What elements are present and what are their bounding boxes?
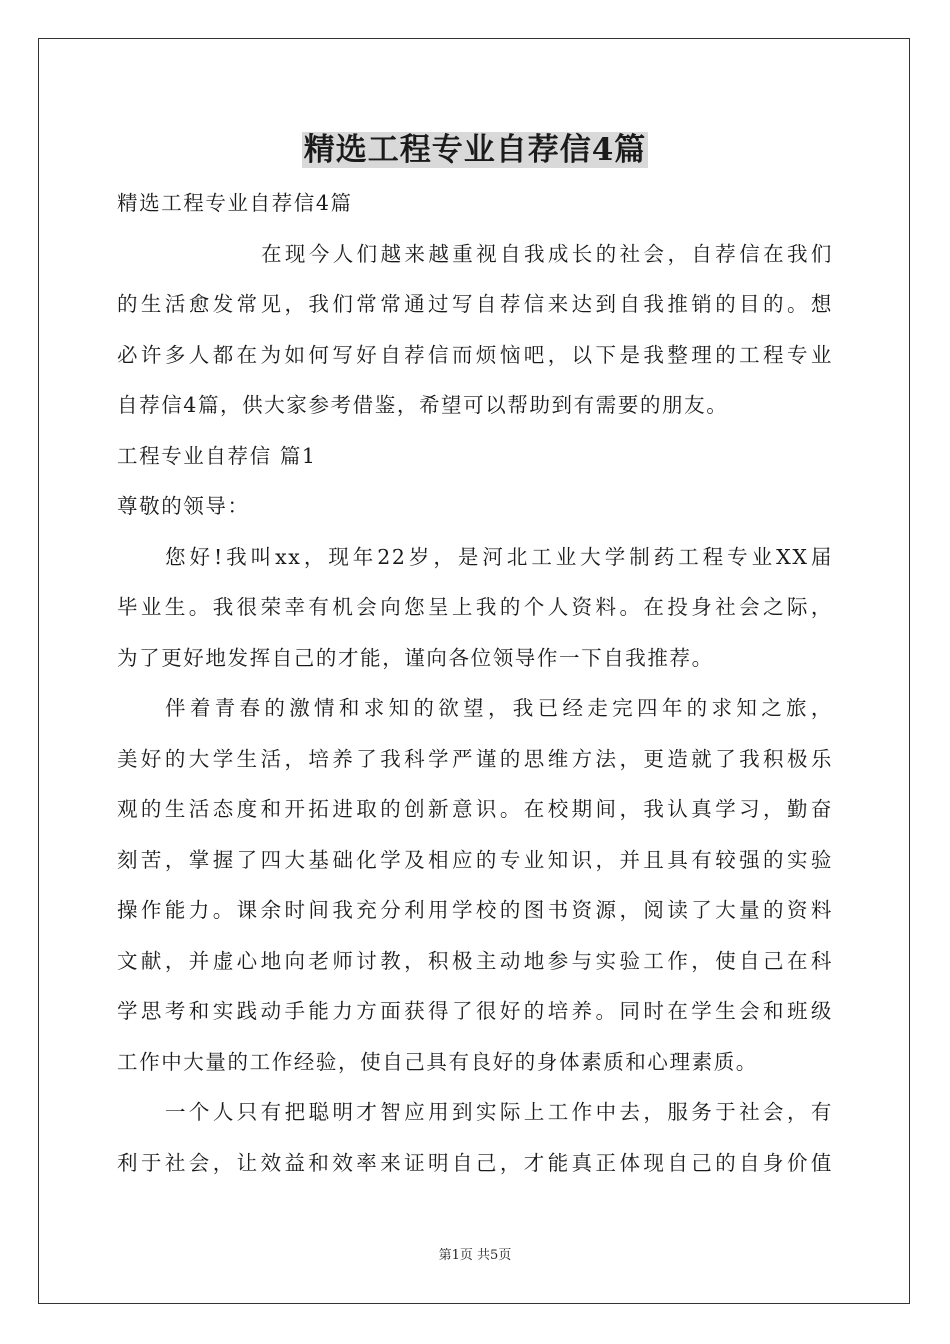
body-line: 刻苦，掌握了四大基础化学及相应的专业知识，并且具有较强的实验 bbox=[117, 847, 833, 872]
body-line: 利于社会，让效益和效率来证明自己，才能真正体现自己的自身价值 bbox=[117, 1150, 833, 1175]
document-body bbox=[117, 178, 833, 1188]
body-line: 操作能力。课余时间我充分利用学校的图书资源，阅读了大量的资料 bbox=[117, 898, 833, 922]
body-line: 工作中大量的工作经验，使自己具有良好的身体素质和心理素质。 bbox=[117, 1049, 758, 1074]
body-line: 在现今人们越来越重视自我成长的社会，自荐信在我们 bbox=[261, 241, 833, 266]
body-line: 的生活愈发常见，我们常常通过写自荐信来达到自我推销的目的。想 bbox=[117, 292, 833, 316]
body-line: 一个人只有把聪明才智应用到实际上工作中去，服务于社会，有 bbox=[165, 1100, 833, 1124]
body-line: 伴着青春的激情和求知的欲望，我已经走完四年的求知之旅， bbox=[165, 696, 833, 720]
page-footer: 第1页 共5页 bbox=[438, 1248, 512, 1263]
body-line: 尊敬的领导： bbox=[117, 494, 250, 518]
body-line: 精选工程专业自荐信4篇 bbox=[117, 191, 353, 215]
body-line: 毕业生。我很荣幸有机会向您呈上我的个人资料。在投身社会之际， bbox=[117, 595, 833, 619]
body-line: 美好的大学生活，培养了我科学严谨的思维方法，更造就了我积极乐 bbox=[117, 746, 833, 771]
document-title bbox=[0, 128, 950, 172]
body-line: 文献，并虚心地向老师讨教，积极主动地参与实验工作，使自己在科 bbox=[117, 948, 833, 973]
body-line: 学思考和实践动手能力方面获得了很好的培养。同时在学生会和班级 bbox=[117, 999, 833, 1023]
body-line: 必许多人都在为如何写好自荐信而烦恼吧，以下是我整理的工程专业 bbox=[117, 342, 833, 367]
body-line: 工程专业自荐信 篇1 bbox=[117, 443, 317, 468]
body-line: 自荐信4篇，供大家参考借鉴，希望可以帮助到有需要的朋友。 bbox=[117, 393, 729, 417]
body-line: 观的生活态度和开拓进取的创新意识。在校期间，我认真学习，勤奋 bbox=[117, 797, 833, 821]
body-line: 您好!我叫xx，现年22岁，是河北工业大学制药工程专业XX届 bbox=[165, 544, 833, 569]
document-title-text: 精选工程专业自荐信4篇 bbox=[303, 132, 647, 168]
body-line: 为了更好地发挥自己的才能，谨向各位领导作一下自我推荐。 bbox=[117, 645, 714, 670]
